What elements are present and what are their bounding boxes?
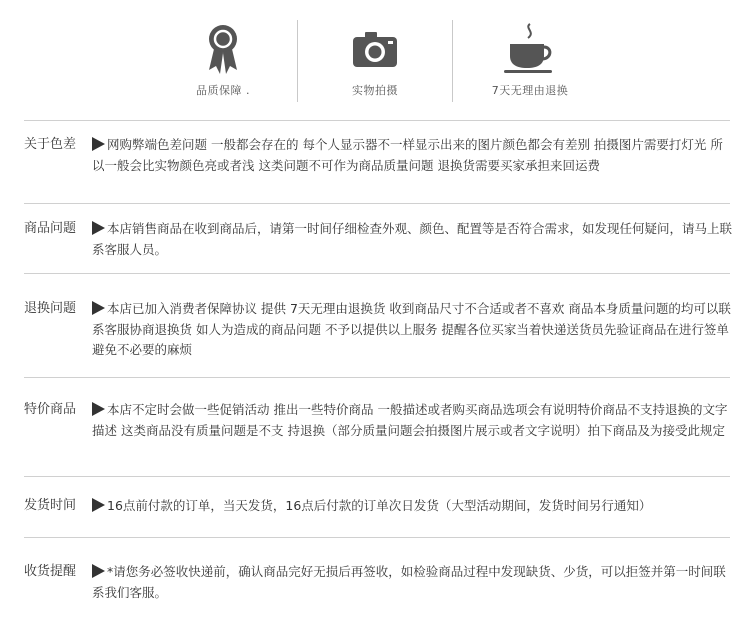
award-ribbon-icon	[148, 22, 298, 78]
section-text: 本店不定时会做一些促销活动 推出一些特价商品 一般描述或者购买商品选项会有说明特价商品不支持退换的文字描述 这类商品没有质量问题是不支 持退换（部分质量问题会拍摄图片展示或者文字说明）拍下商品及为接受此规定	[92, 402, 728, 438]
service-badges	[0, 0, 750, 112]
bullet-triangle-icon	[92, 402, 105, 416]
section-text-wrap	[92, 562, 732, 603]
section-divider	[24, 476, 730, 477]
section-text-wrap	[92, 496, 732, 517]
section-text-wrap	[92, 135, 732, 176]
badge-real-photo-caption: 实物拍摄	[352, 84, 398, 97]
section-divider	[24, 120, 730, 121]
section-text-wrap	[92, 219, 732, 260]
section-label: 商品问题	[24, 221, 77, 236]
badge-quality-caption: 品质保障 .	[196, 84, 250, 97]
section-text: 网购弊端色差问题 一般都会存在的 每个人显示器不一样显示出来的图片颜色都会有差别 拍摄图片需要打灯光 所以一般会比实物颜色亮或者浅 这类问题不可作为商品质量问题 退换货需要买家承担来回运费	[92, 137, 723, 173]
bullet-triangle-icon	[92, 564, 105, 578]
section-label: 发货时间	[24, 498, 77, 513]
bullet-triangle-icon	[92, 221, 105, 235]
bullet-triangle-icon	[92, 498, 105, 512]
section-divider	[24, 537, 730, 538]
section-divider	[24, 203, 730, 204]
section-divider	[24, 273, 730, 274]
section-label: 特价商品	[24, 402, 77, 417]
camera-icon	[300, 22, 450, 78]
coffee-cup-icon	[455, 22, 605, 78]
badge-return-caption: 7天无理由退换	[491, 84, 569, 97]
section-text: 本店已加入消费者保障协议 提供 7天无理由退换货 收到商品尺寸不合适或者不喜欢 商品本身质量问题的均可以联系客服协商退换货 如人为造成的商品问题 不予以提供以上服务 提醒各位买家当着快递送货员先验证商品在进行签单 避免不必要的麻烦	[92, 301, 731, 357]
badge-divider	[452, 20, 453, 102]
badge-real-photo	[300, 18, 450, 108]
section-divider	[24, 377, 730, 378]
section-label: 关于色差	[24, 137, 77, 152]
badge-quality	[148, 18, 298, 108]
section-text-wrap	[92, 400, 732, 441]
section-label: 退换问题	[24, 301, 77, 316]
bullet-triangle-icon	[92, 137, 105, 151]
section-text-wrap	[92, 299, 732, 361]
badge-return	[455, 18, 605, 108]
section-text: *请您务必签收快递前，确认商品完好无损后再签收，如检验商品过程中发现缺货、少货，可以拒签并第一时间联系我们客服。	[92, 564, 726, 600]
bullet-triangle-icon	[92, 301, 105, 315]
badge-divider	[297, 20, 298, 102]
section-text: 16点前付款的订单，当天发货，16点后付款的订单次日发货（大型活动期间，发货时间另行通知）	[107, 498, 652, 513]
section-label: 收货提醒	[24, 564, 77, 579]
section-text: 本店销售商品在收到商品后，请第一时间仔细检查外观、颜色、配置等是否符合需求，如发现任何疑问，请马上联系客服人员。	[92, 221, 733, 257]
